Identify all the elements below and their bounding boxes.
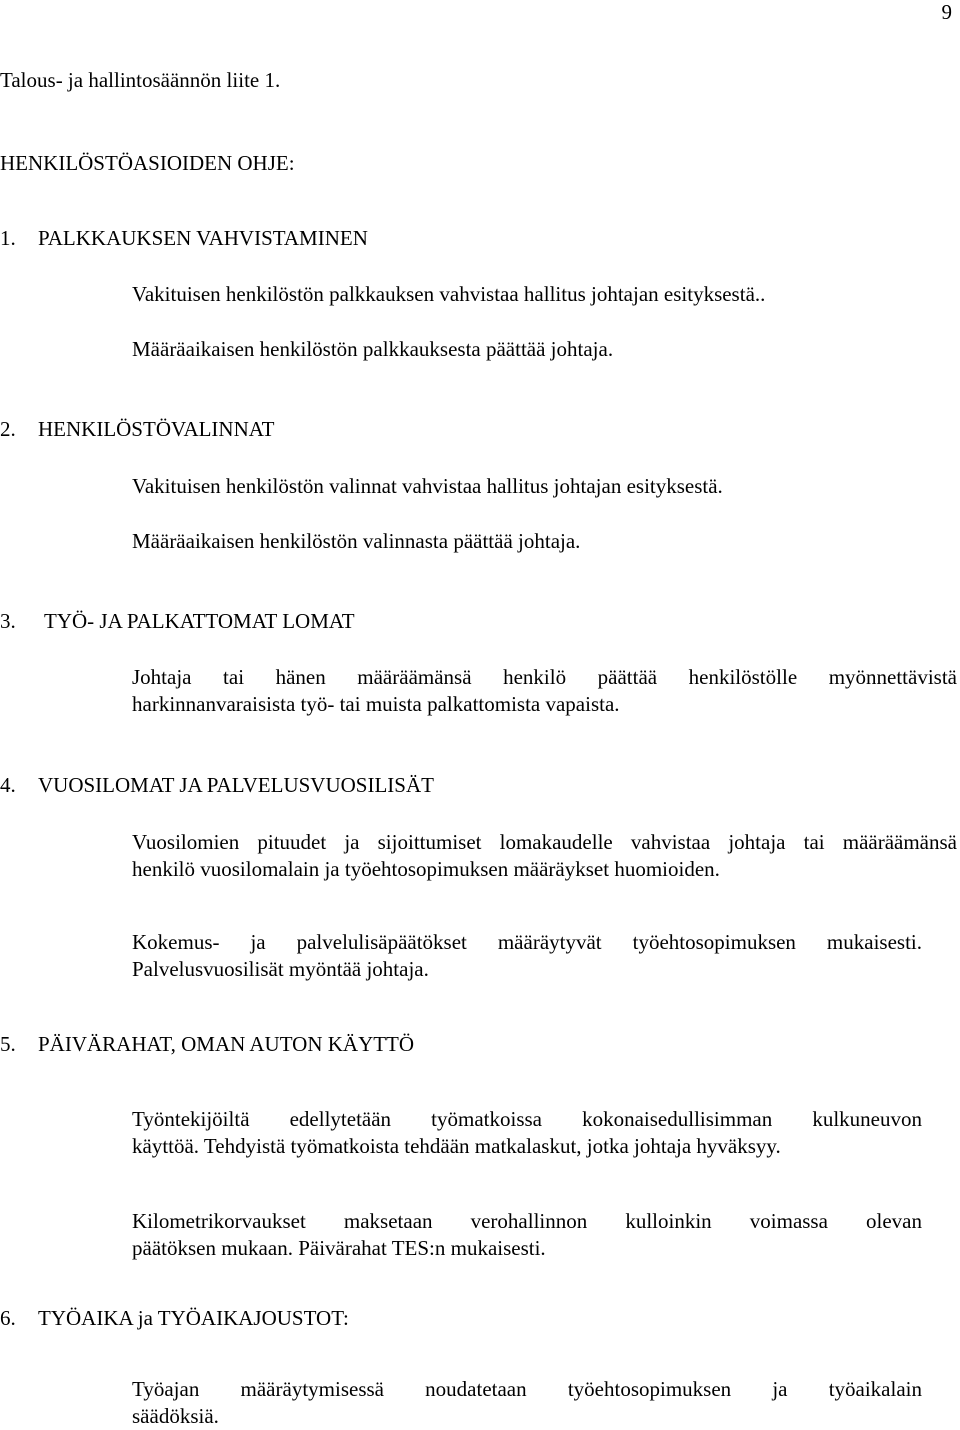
text-line: käyttöä. Tehdyistä työmatkoista tehdään matkalaskut, jotka johtaja hyväksyy. — [132, 1134, 781, 1158]
document-label: Talous- ja hallintosäännön liite 1. — [0, 68, 281, 92]
text-line: päätöksen mukaan. Päivärahat TES:n mukaisesti. — [132, 1236, 546, 1260]
section-heading-6 — [0, 1306, 349, 1331]
paragraph — [132, 1376, 922, 1430]
paragraph — [132, 1208, 922, 1262]
section-title: VUOSILOMAT JA PALVELUSVUOSILISÄT — [38, 773, 434, 797]
section-title: TYÖAIKA ja TYÖAIKAJOUSTOT: — [38, 1306, 349, 1330]
section-number: 3. — [0, 609, 16, 633]
text-line: Kilometrikorvaukset maksetaan verohallinnon kulloinkin voimassa olevan — [132, 1209, 922, 1233]
text-line: Työajan määräytymisessä noudatetaan työehtosopimuksen ja työaikalain — [132, 1377, 922, 1401]
paragraph — [132, 528, 957, 555]
section-heading-5 — [0, 1032, 414, 1057]
section-heading-1 — [0, 226, 368, 251]
paragraph — [132, 1106, 922, 1160]
document-title: HENKILÖSTÖASIOIDEN OHJE: — [0, 151, 295, 175]
section-number: 4. — [0, 773, 16, 797]
text-line: henkilö vuosilomalain ja työehtosopimuksen määräykset huomioiden. — [132, 857, 720, 881]
text-line: Vakituisen henkilöstön palkkauksen vahvistaa hallitus johtajan esityksestä.. — [132, 282, 766, 306]
section-title: TYÖ- JA PALKATTOMAT LOMAT — [44, 609, 355, 633]
section-title: PÄIVÄRAHAT, OMAN AUTON KÄYTTÖ — [38, 1032, 415, 1056]
page-number: 9 — [941, 0, 952, 24]
section-number: 5. — [0, 1032, 16, 1056]
section-heading-3 — [0, 609, 355, 634]
section-number: 2. — [0, 417, 16, 441]
text-line: Määräaikaisen henkilöstön palkkauksesta päättää johtaja. — [132, 337, 614, 361]
section-title: HENKILÖSTÖVALINNAT — [38, 417, 275, 441]
paragraph — [132, 929, 922, 983]
paragraph — [132, 336, 957, 363]
text-line: säädöksiä. — [132, 1404, 219, 1428]
section-number: 1. — [0, 226, 16, 250]
text-line: Työntekijöiltä edellytetään työmatkoissa kokonaisedullisimman kulkuneuvon — [132, 1107, 922, 1131]
paragraph — [132, 829, 957, 883]
text-line: Johtaja tai hänen määräämänsä henkilö päättää henkilöstölle myönnettävistä — [132, 665, 957, 689]
text-line: Kokemus- ja palvelulisäpäätökset määräytyvät työehtosopimuksen mukaisesti. — [132, 930, 922, 954]
section-number: 6. — [0, 1306, 16, 1330]
section-title: PALKKAUKSEN VAHVISTAMINEN — [38, 226, 368, 250]
paragraph — [132, 473, 957, 500]
text-line: Palvelusvuosilisät myöntää johtaja. — [132, 957, 429, 981]
section-heading-2 — [0, 417, 274, 442]
paragraph — [132, 281, 957, 308]
text-line: Määräaikaisen henkilöstön valinnasta päättää johtaja. — [132, 529, 581, 553]
text-line: harkinnanvaraisista työ- tai muista palkattomista vapaista. — [132, 692, 620, 716]
section-heading-4 — [0, 773, 434, 798]
text-line: Vakituisen henkilöstön valinnat vahvistaa hallitus johtajan esityksestä. — [132, 474, 723, 498]
paragraph — [132, 664, 957, 718]
text-line: Vuosilomien pituudet ja sijoittumiset lomakaudelle vahvistaa johtaja tai määräämänsä — [132, 830, 957, 854]
